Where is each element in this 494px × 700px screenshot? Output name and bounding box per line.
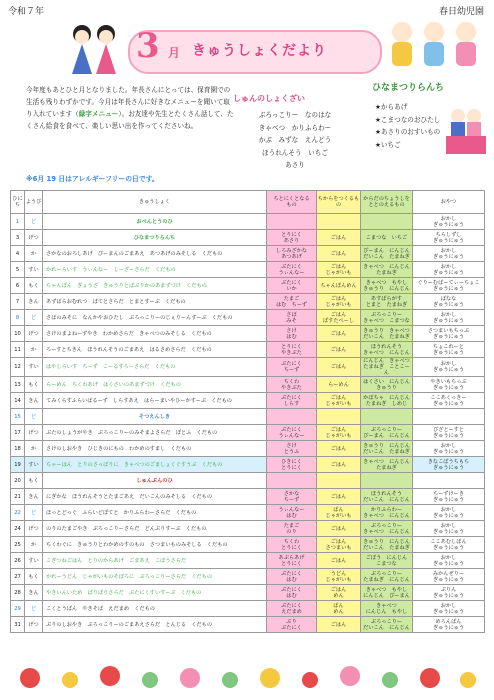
intro-paragraph: 今年度もあとひと月となりました。年長さんにとっては、保育園での生活も残りわずかです。今月は年長さんに好きなメニューを聞いて取り入れています（ <box>26 86 231 118</box>
cell-green-group: きゃべつ にんじん たまねぎ <box>361 457 413 473</box>
hinamatsuri-title: ひなまつりらんち <box>372 83 445 93</box>
cell-snack: おかし ぎゅうにゅう <box>413 358 485 377</box>
table-row <box>11 457 485 473</box>
cell-lunch: てみくらすふらいばるーず しらすあえ はらーまいやひーかすーぷ くだもの <box>43 393 267 409</box>
newsletter-title <box>128 26 378 74</box>
cell-yellow-group: ごはん <box>317 358 361 377</box>
header-green-group: からだのちょうしをととのえるもの <box>361 191 413 214</box>
cell-day: 5 <box>11 262 25 278</box>
cell-snack: ぴざとーすと ぎゅうにゅう <box>413 425 485 441</box>
intro-paragraph-end: ）。お友達や先生とたくさん話して、たくさん給食を食べて、楽しい思い出を作ってくださいね。 <box>26 110 234 130</box>
cell-day: 13 <box>11 377 25 393</box>
table-row <box>11 473 485 489</box>
hinamatsuri-item: ★からあげ <box>375 103 408 111</box>
event-banner: ひなまつりらんち <box>43 230 267 246</box>
cell-green-group: きゃべつ もやし きゅうり にんじん <box>361 278 413 294</box>
cell-red-group: ぶたにく うぃんなー <box>267 262 317 278</box>
cell-weekday: か <box>25 537 43 553</box>
menu-table-body <box>11 214 485 633</box>
table-row <box>11 393 485 409</box>
header-yellow-group: ちからをつくるもの <box>317 191 361 214</box>
cell-snack: ばなな ぎゅうにゅう <box>413 294 485 310</box>
table-row <box>11 585 485 601</box>
cell-yellow-group <box>317 409 361 425</box>
cell-snack: さつまいもちっぷ ぎゅうにゅう <box>413 326 485 342</box>
table-row <box>11 441 485 457</box>
table-row <box>11 310 485 326</box>
title-main-text: きゅうしょくだより <box>192 43 327 59</box>
cell-lunch: こくとうぱん やきそば えだまめ くだもの <box>43 601 267 617</box>
cell-lunch: ちくわぐに きゅうりとわかめのすのもの さつまいものみそしる くだもの <box>43 537 267 553</box>
cell-lunch: さけのしおやき ひじきのにもの わかめのすまし くだもの <box>43 441 267 457</box>
cell-lunch: かれーらいす うぃんなー しーざーさらだ くだもの <box>43 262 267 278</box>
event-banner: そつえんしき <box>43 409 267 425</box>
cell-yellow-group: ごはん めん <box>317 585 361 601</box>
header-red-text: ちとにくとなる <box>273 196 310 202</box>
footer-decoration <box>10 656 484 696</box>
cell-lunch: ろーすとちきん ほうれんそうのごまあえ はるさめさらだ くだもの <box>43 342 267 358</box>
cell-yellow-group: ごはん <box>317 617 361 633</box>
title-month-number: 3 <box>136 26 160 66</box>
table-row <box>11 214 485 230</box>
cell-snack: ぷりん ぎゅうにゅう <box>413 585 485 601</box>
cell-weekday: ど <box>25 409 43 425</box>
cell-green-group: きゅうり にんじん だいこん たまねぎ <box>361 441 413 457</box>
cell-red-group: ひきにく とりにく <box>267 457 317 473</box>
cell-day: 7 <box>11 294 25 310</box>
cell-red-group: あぶらあげ とりにく <box>267 553 317 569</box>
table-row <box>11 601 485 617</box>
cell-red-group: ぶたにく しらす <box>267 393 317 409</box>
kids-illustration <box>384 14 484 76</box>
cell-yellow-group: ごはん じゃがいも <box>317 262 361 278</box>
cell-weekday: げつ <box>25 425 43 441</box>
cell-green-group: きゅうり にんじん だいこん たまねぎ <box>361 537 413 553</box>
cell-weekday: すい <box>25 457 43 473</box>
cell-green-group: ぶろっこりー だいこん にんじん <box>361 617 413 633</box>
cell-day: 31 <box>11 617 25 633</box>
header-lunch: きゅうしょく <box>43 191 267 214</box>
cell-day: 6 <box>11 278 25 294</box>
cell-lunch: ほっとどっぐ ふらいどぽてと かりふらわーさらだ くだもの <box>43 505 267 521</box>
cell-lunch: かれーうどん じゃがいものそぼろに ぶろっこりーさらだ くだもの <box>43 569 267 585</box>
cell-day: 22 <box>11 505 25 521</box>
header-day: ひにち <box>11 191 25 214</box>
table-row <box>11 617 485 633</box>
cell-day: 8 <box>11 310 25 326</box>
cell-green-group: にんじん きゃべつ たまねぎ ことこーん <box>361 358 413 377</box>
cell-green-group: ぴーまん にんじん だいこん たまねぎ <box>361 246 413 262</box>
cell-red-group: ぶたにく はむ <box>267 569 317 585</box>
seasonal-veg-line: あさり <box>285 161 305 169</box>
cell-yellow-group: らーめん <box>317 377 361 393</box>
cell-yellow-group: ごはん <box>317 342 361 358</box>
cell-red-group: さかな ちーず <box>267 489 317 505</box>
cell-snack: めろんぱん ぎゅうにゅう <box>413 617 485 633</box>
cell-snack: おかし ぎゅうにゅう <box>413 310 485 326</box>
cell-snack: おかし ぎゅうにゅう <box>413 601 485 617</box>
cell-snack: ぐりーむぱーてぃーちょこ ぎゅうにゅう <box>413 278 485 294</box>
cell-green-group: かぼちゃ にんじん たまねぎ しめじ <box>361 393 413 409</box>
event-banner: しゅんぶんのひ <box>43 473 267 489</box>
cell-day: 25 <box>11 537 25 553</box>
cell-red-group: たまご のり <box>267 521 317 537</box>
cell-yellow-group <box>317 473 361 489</box>
cell-green-group: こまつな いちご <box>361 230 413 246</box>
hina-dolls-stand-illustration <box>446 100 486 156</box>
header-red-sub: もの <box>286 202 297 208</box>
cell-day: 28 <box>11 585 25 601</box>
cell-red-group: うぃんなー はむ <box>267 505 317 521</box>
cell-day: 15 <box>11 409 25 425</box>
title-month-suffix: 月 <box>168 46 181 60</box>
cell-green-group: ほうれんそう だいこん にんじん <box>361 489 413 505</box>
hinamatsuri-list <box>375 101 440 151</box>
cell-day: 27 <box>11 569 25 585</box>
cell-yellow-group: ごはん <box>317 246 361 262</box>
cell-red-group: ぶたにく えだまめ <box>267 601 317 617</box>
cell-red-group: さけ とうふ <box>267 441 317 457</box>
cell-red-group: たまご はむ ちーず <box>267 294 317 310</box>
cell-red-group: ぶたにく いか <box>267 278 317 294</box>
cell-yellow-group: ごはん じゃがいも <box>317 393 361 409</box>
cell-day: 18 <box>11 441 25 457</box>
table-row <box>11 553 485 569</box>
cell-red-group: さけ はむ <box>267 326 317 342</box>
table-row <box>11 377 485 393</box>
cell-day: 3 <box>11 230 25 246</box>
table-row <box>11 358 485 377</box>
table-row <box>11 294 485 310</box>
cell-lunch: らーめん ちくわあげ はくさいのあまずづけ くだもの <box>43 377 267 393</box>
hina-doll-illustration <box>70 20 118 78</box>
cell-weekday: ど <box>25 505 43 521</box>
header-weekday: ようび <box>25 191 43 214</box>
school-name: 春日幼児園 <box>438 7 484 17</box>
cell-weekday: か <box>25 342 43 358</box>
header-snack: おやつ <box>413 191 485 214</box>
cell-red-group: しろみざかな あつあげ <box>267 246 317 262</box>
cell-snack: おかし ぎゅうにゅう <box>413 553 485 569</box>
cell-day: 19 <box>11 457 25 473</box>
cell-snack <box>413 473 485 489</box>
allergy-note: ※6月 19 日はアレルギーフリーの日です。 <box>26 175 159 183</box>
cell-weekday: もく <box>25 473 43 489</box>
cell-lunch: やきいんいため ぱりぱりさらだ ぶたにくすいすーぷ くだもの <box>43 585 267 601</box>
seasonal-veg-list <box>236 109 354 172</box>
seasonal-veg-line: きゃべつ かりふらわー <box>258 123 332 132</box>
cell-green-group <box>361 214 413 230</box>
hinamatsuri-item: ★あさりのおすいもの <box>375 128 441 136</box>
cell-red-group: ちくわ やきぶた <box>267 377 317 393</box>
cell-red-group: ちくわ とりにく <box>267 537 317 553</box>
cell-weekday: きん <box>25 585 43 601</box>
hinamatsuri-item: ★こまつなのおひたし <box>375 115 441 124</box>
cell-green-group: かりふらわー きゃべつ にんじん <box>361 505 413 521</box>
cell-snack: みかんぜりー ぎゅうにゅう <box>413 569 485 585</box>
cell-yellow-group: ごはん <box>317 553 361 569</box>
cell-day: 14 <box>11 393 25 409</box>
cell-snack <box>413 409 485 425</box>
cell-red-group <box>267 214 317 230</box>
event-banner: おべんとうのひ <box>43 214 267 230</box>
table-row <box>11 246 485 262</box>
cell-snack: やきいもちっぷ ぎゅうにゅう <box>413 377 485 393</box>
cell-yellow-group: ごはん <box>317 326 361 342</box>
cell-red-group: さば みそ <box>267 310 317 326</box>
cell-lunch: こぎつねごはん とりのからあげ ごまあえ こぼうさらだ <box>43 553 267 569</box>
cell-snack: きなこぼうちもち ぎゅうにゅう <box>413 457 485 473</box>
cell-green-group: ぶろっこりー きゃべつ にんじん <box>361 521 413 537</box>
cell-red-group: とりにく あさり <box>267 230 317 246</box>
cell-yellow-group: ぱん めん <box>317 601 361 617</box>
cell-green-group: きゃべつ にんじん たまねぎ <box>361 262 413 278</box>
cell-weekday: ど <box>25 310 43 326</box>
cell-day: 11 <box>11 342 25 358</box>
cell-snack: おかし ぎゅうにゅう <box>413 246 485 262</box>
seasonal-veg-line: ぶろっこりー なのはな <box>258 111 332 119</box>
cell-day: 17 <box>11 425 25 441</box>
cell-green-group: はくさい にんじん きゅうり <box>361 377 413 393</box>
cell-snack: おかし ぎゅうにゅう <box>413 521 485 537</box>
cell-green-group: ぶろっこりー たまねぎ にんじん <box>361 569 413 585</box>
cell-yellow-group: ごはん <box>317 521 361 537</box>
cell-day: 29 <box>11 601 25 617</box>
cell-yellow-group: ごはん <box>317 489 361 505</box>
cell-weekday: か <box>25 441 43 457</box>
table-row <box>11 521 485 537</box>
cell-snack: おかし ぎゅうにゅう <box>413 214 485 230</box>
cell-yellow-group: ぱん じゃがいも <box>317 505 361 521</box>
table-row <box>11 425 485 441</box>
cell-weekday: げつ <box>25 326 43 342</box>
cell-lunch: はやしらいす ちーず こーるすろーさらだ くだもの <box>43 358 267 377</box>
cell-snack: ちょこれーと ぎゅうにゅう <box>413 342 485 358</box>
table-row <box>11 569 485 585</box>
cell-red-group: とりにく やきぶた <box>267 342 317 358</box>
cell-yellow-group: ごはん じゃがいも <box>317 294 361 310</box>
cell-weekday: ど <box>25 601 43 617</box>
cell-snack: おかし ぎゅうにゅう <box>413 262 485 278</box>
cell-snack: おかし ぎゅうにゅう <box>413 505 485 521</box>
table-row <box>11 278 485 294</box>
cell-green-group: ぶろっこりー きゃべつ こまつな <box>361 310 413 326</box>
cell-snack: おかし ぎゅうにゅう <box>413 441 485 457</box>
cell-lunch: さかなのおろしあげ ぴーまんのごまあえ あつあげのみそしる くだもの <box>43 246 267 262</box>
cell-weekday: げつ <box>25 521 43 537</box>
seasonal-veg-title: しゅんのしょくざい <box>233 94 305 103</box>
cell-lunch: にぎかな ほうれんそうとたまごあえ だいこんのみそしる くだもの <box>43 489 267 505</box>
seasonal-veg-line: かぶ みずな えんどう <box>258 136 332 144</box>
cell-yellow-group: ごはん じゃがいも <box>317 425 361 441</box>
cell-day: 20 <box>11 473 25 489</box>
cell-red-group: ぶたにく はむ <box>267 585 317 601</box>
cell-yellow-group: ごはん さつまいも <box>317 537 361 553</box>
cell-weekday: すい <box>25 262 43 278</box>
cell-yellow-group: うどん じゃがいも <box>317 569 361 585</box>
intro-text <box>26 84 234 132</box>
cell-weekday: きん <box>25 294 43 310</box>
cell-day: 1 <box>11 214 25 230</box>
cell-day: 24 <box>11 521 25 537</box>
cell-red-group: ぶたにく うぃんなー <box>267 425 317 441</box>
cell-day: 26 <box>11 553 25 569</box>
cell-green-group <box>361 409 413 425</box>
cell-day: 4 <box>11 246 25 262</box>
cell-yellow-group <box>317 214 361 230</box>
seasonal-veg-line: ほうれんそう いちご <box>262 148 328 157</box>
table-row <box>11 326 485 342</box>
cell-green-group: ほうれんそう きゃべつ にんじん <box>361 342 413 358</box>
cell-red-group: ぶたにく ちーず <box>267 358 317 377</box>
cell-weekday: か <box>25 246 43 262</box>
cell-red-group: ぶり ぶたにく <box>267 617 317 633</box>
cell-weekday: もく <box>25 278 43 294</box>
cell-yellow-group: ちゃんぽんめん <box>317 278 361 294</box>
cell-yellow-group: ごはん ぱすたぺーし <box>317 310 361 326</box>
cell-lunch: さけのまよねーずやき わかめさらだ きゃべつのみそしる くだもの <box>43 326 267 342</box>
cell-green-group: きゃべつ にんじん もやし <box>361 601 413 617</box>
cell-weekday: すい <box>25 358 43 377</box>
table-row <box>11 342 485 358</box>
cell-weekday: きん <box>25 489 43 505</box>
cell-day: 10 <box>11 326 25 342</box>
cell-snack: ちらしずし ぎゅうにゅう <box>413 230 485 246</box>
menu-table <box>10 190 485 633</box>
table-row <box>11 489 485 505</box>
cell-snack: ちーずけーき ぎゅうにゅう <box>413 489 485 505</box>
cell-weekday: もく <box>25 377 43 393</box>
year-label: 令和７年 <box>8 7 45 17</box>
hinamatsuri-item: ★いちご <box>375 140 401 149</box>
cell-weekday: ど <box>25 214 43 230</box>
intro-highlight: 緑字メニュー <box>78 110 119 118</box>
cell-green-group: ごぼう にんじん こまつな <box>361 553 413 569</box>
cell-green-group: きゃべつ もやし にんじん ぴーまん <box>361 585 413 601</box>
cell-weekday: すい <box>25 553 43 569</box>
cell-lunch: さばのみそに なんかやおひたし ぶろっこりーのじぇりーんすーぷ くだもの <box>43 310 267 326</box>
cell-day: 12 <box>11 358 25 377</box>
cell-green-group <box>361 473 413 489</box>
cell-green-group: あすぱらがす とまと たまねぎ <box>361 294 413 310</box>
cell-snack: ここあむしぱん ぎゅうにゅう <box>413 537 485 553</box>
cell-lunch: のりのたまごやき ぶろっこりーさらだ どんぶりすーぷ くだもの <box>43 521 267 537</box>
cell-lunch: ぶりのしおやき ぶろっこりーのごまあえさらだ とんじる くだもの <box>43 617 267 633</box>
cell-lunch: ちゃんぽん ぎょうざ きゅうりとぱぷりかのあまずづけ くだもの <box>43 278 267 294</box>
table-row <box>11 262 485 278</box>
cell-red-group <box>267 473 317 489</box>
header-red-group <box>267 191 317 214</box>
cell-weekday: げつ <box>25 230 43 246</box>
table-row <box>11 505 485 521</box>
cell-yellow-group: ごはん <box>317 457 361 473</box>
cell-yellow-group: ごはん <box>317 230 361 246</box>
table-row <box>11 537 485 553</box>
cell-lunch: あずばらおむれつ ぱてとさらだ とまとすーぷ くだもの <box>43 294 267 310</box>
cell-weekday: きん <box>25 393 43 409</box>
cell-green-group: きゅうり きゃべつ だいこん たまねぎ <box>361 326 413 342</box>
cell-day: 21 <box>11 489 25 505</box>
cell-lunch: ちゃーはん とりのさっぱりに きゃべつのごましょくぐすうぷ くだもの <box>43 457 267 473</box>
cell-yellow-group: ごはん <box>317 441 361 457</box>
cell-snack: ここあくっきー ぎゅうにゅう <box>413 393 485 409</box>
table-row <box>11 230 485 246</box>
cell-lunch: ぶたのしょうがやき ぶろっこりーのみそまよさらだ ぽとふ くだもの <box>43 425 267 441</box>
cell-green-group: ぶろっこりー ぴーまん にんじん <box>361 425 413 441</box>
cell-weekday: げつ <box>25 617 43 633</box>
cell-red-group <box>267 409 317 425</box>
cell-weekday: もく <box>25 569 43 585</box>
table-row <box>11 409 485 425</box>
